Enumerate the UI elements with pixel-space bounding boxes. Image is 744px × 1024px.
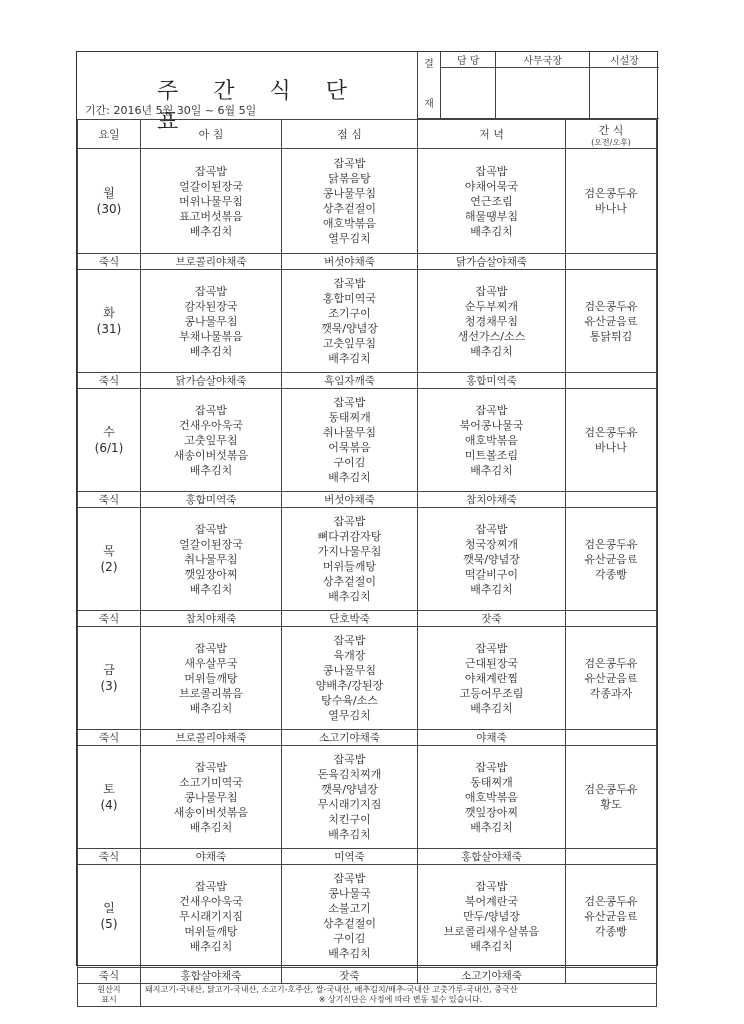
porridge-breakfast: 야채죽 [141,849,282,865]
dinner-item: 고등어무조림 [459,686,524,700]
porridge-snack-empty [566,968,657,984]
breakfast-item: 잡곡밥 [195,522,227,536]
snack-items [566,894,656,939]
breakfast-item: 배추김치 [189,224,233,238]
snack-cell [566,389,657,492]
day-name: 일 [103,901,115,915]
porridge-snack-empty [566,730,657,746]
breakfast-item: 새송이버섯볶음 [173,805,249,819]
dinner-item: 연근조림 [470,194,513,208]
dinner-cell [418,508,566,611]
day-date: (31) [96,322,122,336]
breakfast-item: 콩나물무침 [184,314,238,328]
dinner-item: 동태찌개 [470,775,513,789]
breakfast-item: 배추김치 [189,701,233,715]
dinner-item: 만두/양념장 [463,909,520,923]
snack-cell [566,627,657,730]
lunch-item: 양배추/강된장 [315,679,384,692]
dinner-cell [418,149,566,254]
porridge-lunch: 버섯야채죽 [282,254,418,270]
porridge-lunch: 단호박죽 [282,611,418,627]
dinner-items [418,403,565,478]
lunch-item: 구이김 [333,932,366,945]
breakfast-item: 소고기미역국 [179,775,243,789]
dinner-item: 깻묵/양념장 [463,552,520,566]
snack-cell [566,865,657,968]
day-cell [78,865,141,968]
porridge-dinner: 잣죽 [418,611,566,627]
breakfast-item: 잡곡밥 [195,403,227,417]
snack-items [566,782,656,812]
snack-cell [566,270,657,373]
porridge-label: 죽식 [78,492,141,508]
porridge-dinner: 참치야채죽 [418,492,566,508]
weekly-menu-sheet [76,51,658,1004]
lunch-item: 배추김치 [328,352,371,365]
dinner-item: 잡곡밥 [475,879,508,893]
lunch-item: 잡곡밥 [333,277,366,290]
header-snack-sub: (오전/오후) [591,137,631,147]
porridge-lunch: 버섯야채죽 [282,492,418,508]
porridge-dinner: 홍합살야채죽 [418,849,566,865]
day-name: 수 [103,425,115,439]
breakfast-items [141,403,281,478]
lunch-cell [282,627,418,730]
menu-day-row [78,865,657,968]
breakfast-item: 부채나물볶음 [179,329,243,343]
porridge-snack-empty [566,492,657,508]
snack-items [566,425,656,455]
breakfast-cell [141,149,282,254]
dinner-item: 브로콜리새우살볶음 [443,924,540,938]
lunch-items [282,514,417,604]
lunch-item: 잡곡밥 [333,634,366,647]
breakfast-items [141,164,281,239]
lunch-cell [282,746,418,849]
menu-table [77,119,657,1007]
snack-cell [566,746,657,849]
day-date: (4) [100,798,118,812]
porridge-row [78,968,657,984]
porridge-dinner: 닭가슴살야채죽 [418,254,566,270]
lunch-cell [282,865,418,968]
lunch-item: 콩나물무침 [322,664,377,677]
dinner-item: 청경채무침 [464,314,519,328]
approval-role-staff: 담 당 [441,52,496,68]
day-cell [78,627,141,730]
porridge-label: 죽식 [78,611,141,627]
lunch-item: 상추겉절이 [322,575,377,588]
menu-body [78,149,657,984]
dinner-item: 배추김치 [470,344,513,358]
day-cell [78,746,141,849]
lunch-item: 구이김 [333,456,366,469]
day-name: 화 [103,306,115,320]
lunch-item: 소불고기 [328,902,371,915]
dinner-cell [418,389,566,492]
porridge-row [78,254,657,270]
lunch-item: 잡곡밥 [333,515,366,528]
dinner-item: 떡갈비구이 [464,567,519,581]
breakfast-cell [141,865,282,968]
lunch-item: 머위들깨탕 [322,560,377,573]
lunch-item: 고춧잎무침 [322,337,377,350]
porridge-lunch: 잣죽 [282,968,418,984]
snack-item: 각종빵 [595,567,627,581]
dinner-item: 깻잎장아찌 [464,805,519,819]
breakfast-item: 건새우아욱국 [179,418,243,432]
day-name: 목 [103,544,115,558]
breakfast-cell [141,746,282,849]
lunch-item: 배추김치 [328,947,371,960]
snack-items [566,656,656,701]
porridge-label: 죽식 [78,849,141,865]
porridge-label: 죽식 [78,373,141,389]
lunch-item: 조기구이 [328,307,371,320]
origin-label: 원산지 표시 [97,985,121,1004]
lunch-items [282,633,417,723]
breakfast-item: 잡곡밥 [195,284,227,298]
approval-box [417,52,659,119]
porridge-snack-empty [566,849,657,865]
dinner-item: 잡곡밥 [475,403,508,417]
lunch-item: 잡곡밥 [333,157,366,170]
header-snack [566,120,657,149]
lunch-item: 뼈다귀감자탕 [317,530,382,543]
snack-item: 검은콩두유 [584,299,638,313]
breakfast-item: 배추김치 [189,939,233,953]
breakfast-item: 콩나물무침 [184,790,238,804]
header-dinner: 저 녁 [418,120,566,149]
snack-items [566,186,656,216]
dinner-items [418,522,565,597]
dinner-item: 북어콩나물국 [459,418,524,432]
lunch-items [282,752,417,842]
porridge-snack-empty [566,373,657,389]
snack-cell [566,149,657,254]
day-cell [78,270,141,373]
menu-day-row [78,508,657,611]
approval-sign-office-manager [496,68,590,119]
dinner-item: 야채계란찜 [464,671,519,685]
day-date: (2) [100,560,118,574]
day-cell [78,389,141,492]
header-breakfast: 아 침 [141,120,282,149]
porridge-breakfast: 브로콜리야채죽 [141,254,282,270]
day-date: (30) [96,202,122,216]
lunch-items [282,871,417,961]
lunch-item: 탕수육/소스 [321,694,378,707]
lunch-item: 배추김치 [328,471,371,484]
menu-change-note: ※ 상기식단은 사정에 따라 변동 될수 있습니다. [318,995,483,1004]
dinner-item: 미트볼조림 [464,448,519,462]
breakfast-items [141,879,281,954]
lunch-cell [282,508,418,611]
snack-item: 유산균음료 [584,314,638,328]
day-name: 월 [103,186,115,200]
snack-item: 유산균음료 [584,671,638,685]
lunch-item: 닭볶음탕 [328,172,371,185]
dinner-item: 해물땡부침 [464,209,519,223]
dinner-items [418,284,565,359]
approval-role-director: 시설장 [589,52,659,68]
lunch-item: 돈육김치찌개 [317,768,382,781]
header-lunch: 점 심 [282,120,418,149]
porridge-lunch: 소고기야채죽 [282,730,418,746]
lunch-item: 열무김치 [328,709,371,722]
lunch-item: 잡곡밥 [333,872,366,885]
lunch-item: 열무김치 [328,232,371,245]
breakfast-item: 머위나물무침 [179,194,243,208]
dinner-item: 잡곡밥 [475,522,508,536]
breakfast-items [141,641,281,716]
lunch-cell [282,270,418,373]
snack-item: 검은콩두유 [584,187,638,200]
dinner-item: 배추김치 [470,224,513,238]
dinner-cell [418,865,566,968]
dinner-item: 근대된장국 [464,656,519,670]
snack-item: 각종빵 [595,924,627,938]
dinner-item: 배추김치 [470,939,513,953]
breakfast-item: 잡곡밥 [195,164,227,178]
day-cell [78,149,141,254]
dinner-item: 잡곡밥 [475,760,508,774]
breakfast-item: 감자된장국 [184,299,238,313]
dinner-cell [418,746,566,849]
lunch-item: 상추겉절이 [322,917,377,930]
lunch-cell [282,389,418,492]
page-title: 주 간 식 단 표 [157,79,361,135]
menu-day-row [78,627,657,730]
breakfast-item: 잡곡밥 [195,760,227,774]
menu-day-row [78,746,657,849]
dinner-cell [418,270,566,373]
breakfast-item: 취나물무침 [184,552,238,566]
snack-item: 각종과자 [589,686,633,700]
porridge-lunch: 흑임자깨죽 [282,373,418,389]
breakfast-item: 새우살무국 [184,656,238,670]
dinner-item: 애호박볶음 [464,433,519,447]
porridge-lunch: 미역죽 [282,849,418,865]
dinner-items [418,164,565,239]
origin-label-cell [78,984,141,1007]
breakfast-item: 브로콜리볶음 [179,686,243,700]
lunch-items [282,156,417,246]
menu-day-row [78,270,657,373]
breakfast-item: 머위들깨탕 [184,924,238,938]
origin-cell [141,984,657,1007]
dinner-item: 애호박볶음 [464,790,519,804]
porridge-breakfast: 닭가슴살야채죽 [141,373,282,389]
lunch-item: 콩나물무침 [322,187,377,200]
porridge-row [78,849,657,865]
breakfast-item: 잡곡밥 [195,879,227,893]
breakfast-item: 표고버섯볶음 [179,209,243,223]
porridge-snack-empty [566,611,657,627]
snack-item: 검은콩두유 [584,426,638,439]
dinner-items [418,641,565,716]
breakfast-cell [141,627,282,730]
porridge-label: 죽식 [78,254,141,270]
approval-role-office-manager: 사무국장 [496,52,590,68]
breakfast-item: 배추김치 [189,582,233,596]
breakfast-item: 머위들깨탕 [184,671,238,685]
snack-item: 검은콩두유 [584,894,638,908]
approval-label: 결 재 [418,52,441,119]
lunch-item: 어묵볶음 [328,441,371,454]
lunch-item: 배추김치 [328,828,371,841]
breakfast-item: 고춧잎무침 [184,433,238,447]
snack-item: 통닭튀김 [589,329,633,343]
lunch-item: 치킨구이 [328,813,371,826]
dinner-item: 배추김치 [470,820,513,834]
porridge-breakfast: 홍합미역죽 [141,492,282,508]
lunch-item: 깻묵/양념장 [321,783,378,796]
lunch-cell [282,149,418,254]
breakfast-cell [141,389,282,492]
dinner-items [418,760,565,835]
header-snack-label: 간 식 [598,123,624,137]
dinner-item: 배추김치 [470,582,513,596]
snack-item: 검은콩두유 [584,537,638,551]
dinner-items [418,879,565,954]
porridge-label: 죽식 [78,730,141,746]
lunch-item: 동태찌개 [328,411,371,424]
breakfast-item: 배추김치 [189,820,233,834]
breakfast-item: 잡곡밥 [195,641,227,655]
porridge-row [78,373,657,389]
day-name: 토 [103,782,115,796]
lunch-item: 가지나물무침 [317,545,382,558]
lunch-item: 잡곡밥 [333,753,366,766]
lunch-item: 홍합미역국 [322,292,377,305]
snack-item: 황도 [600,798,622,811]
breakfast-item: 건새우아욱국 [179,894,243,908]
snack-item: 검은콩두유 [584,783,638,796]
menu-day-row [78,389,657,492]
lunch-item: 깻묵/양념장 [321,322,378,335]
breakfast-item: 배추김치 [189,344,233,358]
header-day: 요일 [78,120,141,149]
porridge-row [78,492,657,508]
snack-items [566,537,656,582]
porridge-dinner: 홍합미역죽 [418,373,566,389]
breakfast-items [141,284,281,359]
breakfast-cell [141,270,282,373]
snack-item: 유산균음료 [584,909,638,923]
snack-cell [566,508,657,611]
lunch-items [282,276,417,366]
dinner-item: 청국장찌개 [464,537,519,551]
breakfast-item: 새송이버섯볶음 [173,448,249,462]
breakfast-cell [141,508,282,611]
snack-item: 바나나 [595,441,627,454]
porridge-row [78,611,657,627]
dinner-item: 북어계란국 [464,894,519,908]
snack-items [566,299,656,344]
breakfast-items [141,760,281,835]
day-cell [78,508,141,611]
porridge-breakfast: 참치야채죽 [141,611,282,627]
dinner-item: 순두부찌개 [464,299,519,313]
lunch-item: 육개장 [333,649,366,662]
dinner-item: 생선가스/소스 [457,329,526,343]
breakfast-item: 배추김치 [189,463,233,477]
dinner-item: 잡곡밥 [475,164,508,178]
dinner-item: 잡곡밥 [475,284,508,298]
lunch-item: 상추겉절이 [322,202,377,215]
dinner-cell [418,627,566,730]
breakfast-item: 얼갈이된장국 [179,179,243,193]
breakfast-item: 깻잎장아찌 [184,567,238,581]
porridge-dinner: 소고기야채죽 [418,968,566,984]
menu-period: 기간: 2016년 5월 30일 ~ 6월 5일 [85,104,257,117]
lunch-item: 애호박볶음 [322,217,377,230]
porridge-breakfast: 홍합살야채죽 [141,968,282,984]
breakfast-items [141,522,281,597]
porridge-snack-empty [566,254,657,270]
day-date: (3) [100,679,118,693]
lunch-item: 배추김치 [328,590,371,603]
breakfast-item: 얼갈이된장국 [179,537,243,551]
dinner-item: 야채어묵국 [464,179,519,193]
origin-text: 돼지고기-국내산, 닭고기-국내산, 소고기-호주산, 쌀-국내산, 배추김치/배추-국내산 고춧가루-국내산, 중국산 [145,985,518,994]
lunch-item: 무시래기지짐 [317,798,382,811]
porridge-label: 죽식 [78,968,141,984]
snack-item: 바나나 [595,202,627,215]
dinner-item: 잡곡밥 [475,641,508,655]
lunch-items [282,395,417,485]
approval-sign-staff [441,68,496,119]
snack-item: 유산균음료 [584,552,638,566]
porridge-breakfast: 브로콜리야채죽 [141,730,282,746]
day-date: (5) [100,917,118,931]
day-date: (6/1) [94,441,124,455]
lunch-item: 콩나물국 [328,887,371,900]
menu-day-row [78,149,657,254]
lunch-item: 취나물무침 [322,426,377,439]
dinner-item: 배추김치 [470,463,513,477]
snack-item: 검은콩두유 [584,656,638,670]
breakfast-item: 무시래기지짐 [179,909,243,923]
day-name: 금 [103,663,115,677]
dinner-item: 배추김치 [470,701,513,715]
approval-sign-director [589,68,659,119]
porridge-dinner: 야채죽 [418,730,566,746]
lunch-item: 잡곡밥 [333,396,366,409]
porridge-row [78,730,657,746]
